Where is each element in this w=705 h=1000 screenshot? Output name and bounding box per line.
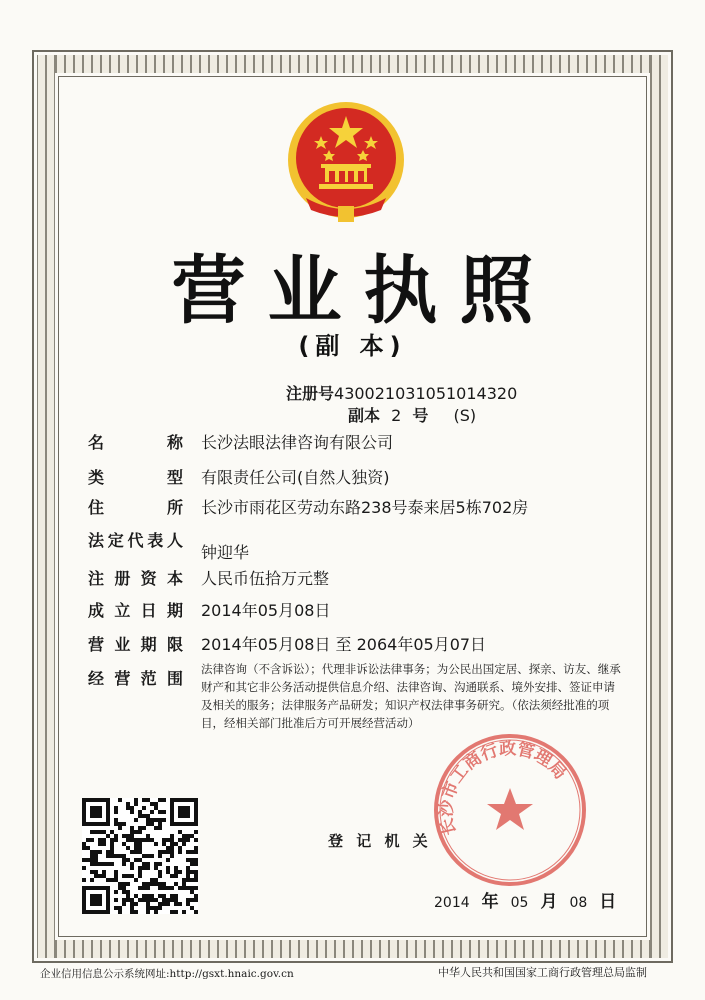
field-label (88, 528, 183, 551)
field-value: 有限责任公司(自然人独资) (201, 468, 390, 487)
footer-supervisor: 中华人民共和国国家工商行政管理总局监制 (438, 966, 647, 979)
registration-number: 430021031051014320 (334, 384, 518, 403)
license-subtitle: (副 本) (298, 332, 407, 360)
month-unit: 月 (540, 892, 558, 912)
field-value: 人民币伍拾万元整 (201, 569, 330, 588)
field-label-char: 围 (166, 669, 183, 688)
field-row (88, 430, 648, 454)
field-label-char: 日 (140, 601, 157, 620)
field-label (88, 465, 183, 488)
field-label-char: 营 (88, 635, 105, 654)
field-label (88, 430, 183, 453)
field-label-char: 名 (88, 433, 105, 452)
field-label-char: 业 (114, 635, 131, 654)
field-value: 2014年05月08日 (201, 601, 331, 620)
field-label-char: 称 (166, 433, 183, 452)
field-value: 长沙市雨花区劳动东路238号泰来居5栋702房 (201, 498, 529, 517)
field-label-char: 所 (166, 498, 183, 517)
field-label (88, 566, 183, 589)
field-label-char: 表 (147, 531, 164, 550)
field-row (88, 495, 648, 519)
field-label-char: 限 (166, 635, 183, 654)
field-row (88, 566, 648, 590)
field-label-char: 立 (114, 601, 131, 620)
field-label (88, 666, 183, 689)
field-label-char: 经 (88, 669, 105, 688)
field-row (88, 598, 648, 622)
field-row (88, 528, 648, 562)
field-value: 钟迎华 (201, 543, 250, 562)
field-label-char: 定 (107, 531, 124, 550)
field-label (88, 632, 183, 655)
issue-day: 08 (569, 895, 588, 911)
day-unit: 日 (599, 892, 617, 912)
field-label-char: 类 (88, 468, 105, 487)
field-label-char: 期 (166, 601, 183, 620)
field-label-char: 资 (140, 569, 157, 588)
field-label-char: 法 (88, 531, 105, 550)
license-title: 营业执照 (171, 248, 556, 334)
field-label (88, 495, 183, 518)
qr-code-icon[interactable] (82, 798, 198, 914)
copy-number: 2 (391, 406, 402, 425)
registration-number-row (286, 381, 517, 404)
field-label-char: 范 (140, 669, 157, 688)
field-label-char: 住 (88, 498, 105, 517)
registration-authority-label: 登 记 机 关 (328, 832, 432, 850)
copy-number-row (348, 403, 482, 426)
field-label-char: 本 (166, 569, 183, 588)
registration-label: 注册号 (286, 384, 335, 403)
field-value: 2014年05月08日 至 2064年05月07日 (201, 635, 487, 654)
official-seal-icon (430, 730, 590, 890)
issue-date (434, 887, 628, 912)
field-value: 长沙法眼法律咨询有限公司 (201, 433, 394, 452)
field-label-char: 人 (166, 531, 183, 550)
field-label-char: 代 (127, 531, 144, 550)
field-label-char: 册 (114, 569, 131, 588)
field-label-char: 注 (88, 569, 105, 588)
field-label-char: 营 (114, 669, 131, 688)
field-label (88, 598, 183, 621)
seal-text: 长沙市工商行政管理局 (436, 739, 571, 838)
year-unit: 年 (481, 892, 499, 912)
field-label-char: 型 (166, 468, 183, 487)
copy-unit: 号 (412, 406, 429, 425)
field-row (88, 465, 648, 489)
national-emblem-icon (281, 98, 411, 226)
copy-label: 副本 (348, 406, 381, 425)
field-label-char: 成 (88, 601, 105, 620)
field-row (88, 632, 648, 656)
copy-code: (S) (453, 406, 477, 425)
footer-website: 企业信用信息公示系统网址:http://gsxt.hnaic.gov.cn (40, 968, 294, 980)
issue-year: 2014 (434, 895, 470, 911)
business-scope-text: 法律咨询（不含诉讼）；代理非诉讼法律事务；为公民出国定居、探亲、访友、继承财产和其它非公务活动提供信息介绍、法律咨询、沟通联系、境外安排、签证申请及相关的服务；法律服务产品研发；知识产权法律事务研究。（依法须经批准的项目，经相关部门批准后方可开展经营活动） (201, 662, 621, 730)
field-label-char: 期 (140, 635, 157, 654)
issue-month: 05 (510, 895, 529, 911)
